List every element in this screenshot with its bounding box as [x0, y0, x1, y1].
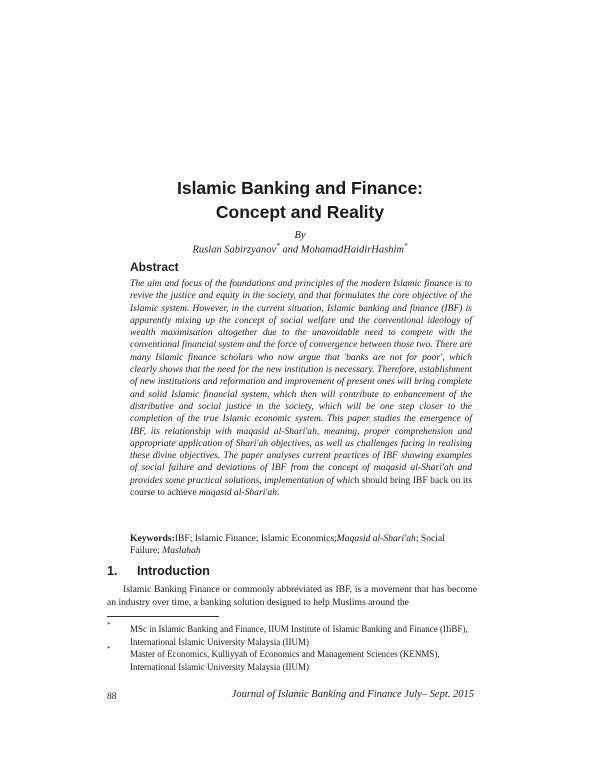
- byline: By: [294, 230, 306, 241]
- keywords-italic2: Maslahah: [162, 545, 201, 557]
- abstract-period: .: [277, 487, 280, 499]
- section-number: 1.: [107, 564, 118, 578]
- abstract-text: The aim and focus of the foundations and principles of the modern Islamic finance is to revive the justice and equity in the society, and that formulates the core objective of the Islamic system. However, in the current situation, Islamic banking and finance (IBF) is apparently mixing up the concept of social welfare and the conventional ideology of wealth maximisation altogether due to the unavoidable need to compete with the conventional financial system and the force of convergence between those two. There are many Islamic finance scholars who now argue that 'banks are not for poor', which clearly shows that the need for the new institution is necessary. Therefore, establishment of new institutions and reformation and improvement of present ones will bring complete and solid Islamic financial system, which then will contribute to enhancement of the distributive and social justice in the society, which will be one step closer to the completion of the true Islamic economic system. This paper studies the emergence of IBF, its relationship with maqasid al-Shari'ah, meaning, proper comprehension and appropriate application of Shari'ah objectives, as well as challenges facing in realising these divine objectives. The paper analyses current practices of IBF showing examples of social failure and deviations of IBF from the concept of maqasid al-Shari'ah and provides some practical solutions, implementation of whic: [130, 278, 472, 486]
- abstract-text-end: maqasid al-Shari'ah: [199, 487, 278, 499]
- keywords-italic1: Maqasid al-Shari'ah: [336, 533, 416, 544]
- author-2-footnote-mark: *: [403, 242, 408, 250]
- footnote-divider: [107, 616, 219, 617]
- keywords-label: Keywords:: [130, 533, 175, 544]
- paper-title-line2: Concept and Reality: [215, 202, 385, 222]
- abstract-heading: Abstract: [130, 260, 179, 274]
- keywords-part2: ; Social Failure;: [130, 533, 445, 557]
- footnote-1-mark: *: [107, 621, 111, 629]
- section-title: Introduction: [137, 564, 210, 578]
- intro-paragraph: Islamic Banking Finance or commonly abbreviated as IBF, is a movement that has become an industry over time, a banking solution designed to help Muslims around the: [107, 584, 477, 608]
- authors-line: [0, 242, 600, 256]
- abstract-text-upright: h should bring IBF back on its course to achieve: [130, 474, 472, 499]
- footnote-1: MSc in Islamic Banking and Finance, IIUM Institute of Islamic Banking and Finance (IIiBF), International Islamic University Malaysia (IIUM): [130, 624, 468, 647]
- author-2: MohamadHaidirHashim: [300, 244, 404, 256]
- author-1: Ruslan Sabirzyanov: [192, 244, 277, 256]
- keywords-part1: IBF; Islamic Finance; Islamic Economics;: [174, 533, 337, 544]
- page-number: 88: [107, 691, 117, 702]
- footnote-2-mark: *: [107, 645, 111, 653]
- journal-footer: Journal of Islamic Banking and Finance July– Sept. 2015: [231, 689, 474, 700]
- keywords: [130, 533, 472, 558]
- author-1-footnote-mark: *: [276, 242, 280, 250]
- author-connector: and: [279, 244, 301, 256]
- abstract-body: [130, 278, 472, 499]
- footnote-2: Master of Economics, Kulliyyah of Economics and Management Sciences (KENMS), International Islamic University Malaysia (IIUM): [130, 649, 440, 672]
- paper-title-line1: Islamic Banking and Finance:: [176, 178, 424, 198]
- section-heading: [107, 564, 210, 578]
